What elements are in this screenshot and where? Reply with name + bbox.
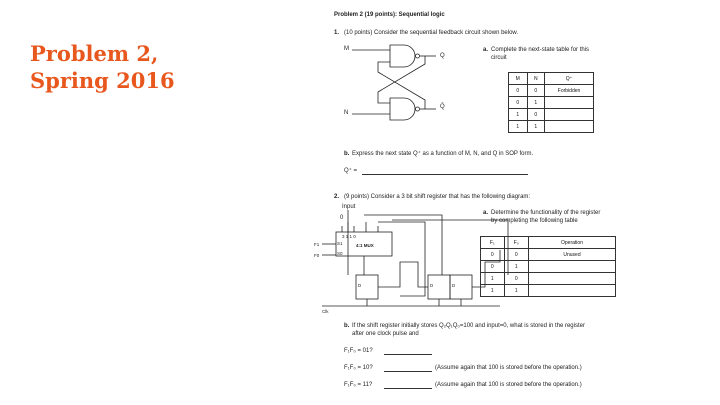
q1-part-a-text2: circuit	[491, 55, 507, 61]
table-cell	[529, 285, 616, 297]
q1-label-n: N	[344, 110, 349, 116]
q2-answer-2-label: F₁F₀ = 10?	[344, 365, 373, 371]
circuit-diagrams	[300, 0, 720, 405]
table-cell: 1	[481, 285, 505, 297]
table-cell: 0	[509, 97, 528, 109]
table-row	[509, 85, 594, 97]
nand-bubble-bottom	[416, 107, 420, 111]
nand-bubble-top	[416, 54, 420, 58]
q1-part-a-label: a.	[483, 47, 489, 53]
nand-gate-top	[390, 45, 415, 67]
table-cell	[529, 261, 616, 273]
q2-part-a-text1: Determine the functionality of the register	[491, 210, 601, 216]
table-cell: 1	[527, 97, 545, 109]
table-row	[481, 249, 616, 261]
q2-answer-3-note: (Assume again that 100 is stored before the operation.)	[435, 382, 582, 388]
q2-ff-label: D	[452, 283, 456, 288]
slide-title	[30, 40, 230, 94]
q1-label-q: Q	[440, 53, 445, 59]
q1-next-state-table	[508, 72, 594, 133]
table-cell	[545, 109, 594, 121]
q2-part-b-text1: If the shift register initially stores Q₂Q₁Q₀=100 and input=0, what is stored in the register	[352, 323, 585, 329]
q2-part-b-label: b.	[344, 323, 350, 329]
table-cell: Forbidden	[545, 85, 594, 97]
table-row	[481, 285, 616, 297]
q2-answer-1-line	[384, 354, 432, 355]
table-cell: 1	[527, 121, 545, 133]
table-header-cell: M	[509, 73, 528, 85]
table-cell: 1	[504, 285, 528, 297]
table-row	[509, 121, 594, 133]
table-row	[481, 273, 616, 285]
q2-label-mux: 4:1 MUX	[356, 243, 374, 248]
table-cell: 1	[504, 261, 528, 273]
table-cell: 0	[504, 273, 528, 285]
problem-sheet	[300, 0, 720, 405]
q2-label-f1: F1	[314, 242, 320, 247]
q2-part-a-text2: by completing the following table	[491, 218, 578, 224]
q1-part-b-text: Express the next state Q⁺ as a function of M, N, and Q in SOP form.	[352, 151, 534, 157]
q2-part-a-label: a.	[483, 210, 489, 216]
table-header-row	[481, 237, 616, 249]
q2-label-s0: S0	[337, 251, 343, 256]
table-header-cell: F₁	[481, 237, 505, 249]
q2-label-input: Input	[342, 204, 356, 210]
table-cell	[529, 273, 616, 285]
q2-ff-label: D	[358, 283, 362, 288]
table-row	[481, 261, 616, 273]
q2-answer-1-label: F₁F₀ = 01?	[344, 348, 373, 354]
table-cell: 0	[509, 85, 528, 97]
q2-label-clk: Clk	[322, 309, 329, 314]
table-header-cell: Q⁺	[545, 73, 594, 85]
q1-answer-line	[362, 174, 528, 175]
q1-label-qbar: Q̄	[440, 104, 445, 110]
q2-ff-label: D	[430, 283, 434, 288]
q2-part-b-text2: after one clock pulse and	[352, 331, 419, 337]
table-cell: 0	[481, 261, 505, 273]
q1-number: 1.	[334, 30, 340, 36]
table-header-cell: N	[527, 73, 545, 85]
table-header-cell: Operation	[529, 237, 616, 249]
q2-answer-2-note: (Assume again that 100 is stored before the operation.)	[435, 365, 582, 371]
q2-text: (9 points) Consider a 3 bit shift register that has the following diagram:	[344, 194, 531, 200]
q2-answer-2-line	[384, 371, 432, 372]
table-header-cell: F₀	[504, 237, 528, 249]
table-cell: 1	[481, 273, 505, 285]
nand-gate-bottom	[390, 98, 415, 120]
table-cell: 1	[509, 121, 528, 133]
table-cell: 0	[527, 109, 545, 121]
table-cell: 1	[509, 109, 528, 121]
q2-function-table	[480, 236, 616, 297]
table-cell: 0	[481, 249, 505, 261]
q2-label-s1: S1	[337, 241, 343, 246]
table-row	[509, 109, 594, 121]
slide-title-line1: Problem 2,	[30, 41, 159, 66]
table-cell: 0	[527, 85, 545, 97]
q1-text: (10 points) Consider the sequential feedback circuit shown below.	[344, 30, 519, 36]
slide-title-line2: Spring 2016	[30, 68, 175, 93]
q2-label-zero: 0	[340, 215, 344, 221]
q1-label-m: M	[344, 46, 349, 52]
table-row	[509, 97, 594, 109]
table-cell	[545, 97, 594, 109]
q1-part-a-text1: Complete the next-state table for this	[491, 47, 590, 53]
table-cell	[545, 121, 594, 133]
table-cell: Unused	[529, 249, 616, 261]
q2-label-f0: F0	[314, 253, 320, 258]
table-header-row	[509, 73, 594, 85]
q2-answer-3-line	[384, 388, 432, 389]
problem-heading: Problem 2 (19 points): Sequential logic	[334, 12, 445, 18]
q1-answer-label: Q⁺ =	[344, 168, 358, 174]
table-cell: 0	[504, 249, 528, 261]
q1-part-b-label: b.	[344, 151, 350, 157]
q2-answer-3-label: F₁F₀ = 11?	[344, 382, 373, 388]
q2-number: 2.	[334, 194, 340, 200]
q2-label-mux-inputs: 3 1 1 0	[342, 234, 356, 239]
